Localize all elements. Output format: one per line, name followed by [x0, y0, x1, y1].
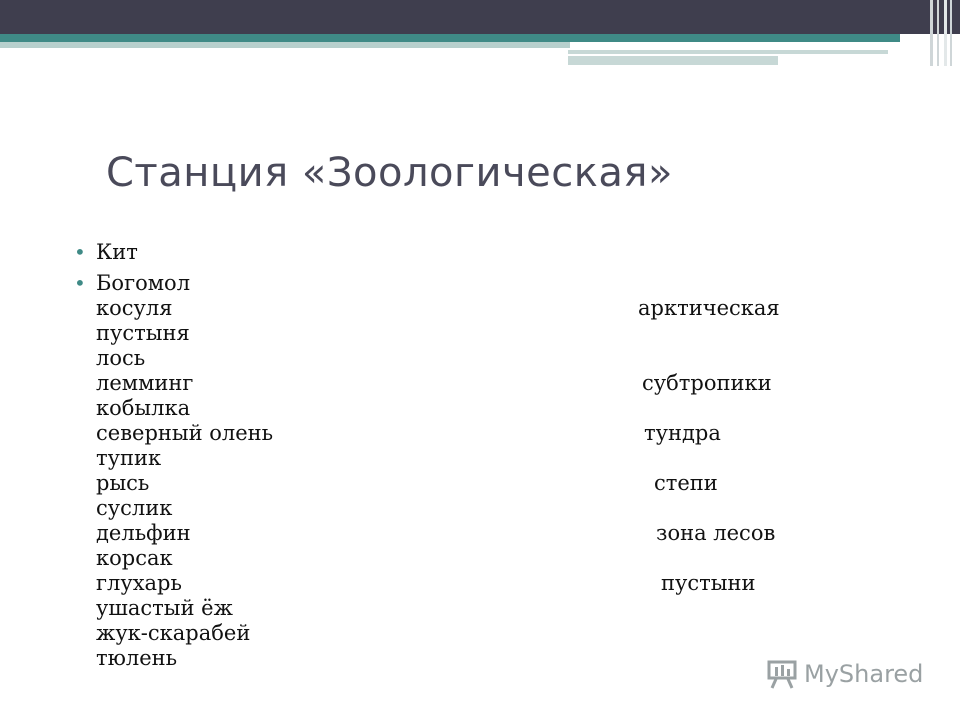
bullet-line [96, 321, 852, 346]
animal-label: суслик [96, 496, 173, 520]
bullet-dot-icon: • [74, 271, 86, 295]
right-stripe-3 [944, 0, 947, 66]
slide-title: Станция «Зоологическая» [106, 150, 673, 196]
bullet-line [96, 596, 852, 621]
slide-content [72, 240, 852, 671]
animal-label: глухарь [96, 571, 182, 595]
bullet-line [96, 621, 852, 646]
animal-label: лемминг [96, 371, 194, 395]
zone-label: арктическая [638, 296, 780, 320]
bullet-line [96, 646, 852, 671]
animal-label: тупик [96, 446, 162, 470]
animal-label: тюлень [96, 646, 178, 670]
zone-label: пустыни [661, 571, 756, 595]
accent-stripe [0, 34, 900, 42]
bullet-line [96, 271, 852, 296]
animal-label: северный олень [96, 421, 274, 445]
light-stripe [0, 42, 570, 48]
light-stripe-4 [568, 56, 778, 65]
right-stripe-1 [930, 0, 933, 66]
animal-label: Кит [96, 240, 138, 264]
watermark [766, 656, 926, 692]
bullet-line [96, 421, 852, 446]
zone-label: субтропики [642, 371, 772, 395]
animal-label: жук-скарабей [96, 621, 251, 645]
animal-label: ушастый ёж [96, 596, 233, 620]
bullet-item [72, 271, 852, 671]
animal-label: кобылка [96, 396, 191, 420]
animal-label: косуля [96, 296, 173, 320]
bullet-line [96, 571, 852, 596]
bullet-dot-icon: • [74, 240, 86, 264]
bullet-line [96, 240, 852, 265]
bullet-lines [96, 271, 852, 671]
bullet-line [96, 296, 852, 321]
bullet-line [96, 371, 852, 396]
bullet-line [96, 546, 852, 571]
light-stripe-3 [568, 50, 888, 54]
animal-label: пустыня [96, 321, 190, 345]
zone-label: степи [654, 471, 718, 495]
bullet-line [96, 346, 852, 371]
bullet-line [96, 496, 852, 521]
animal-label: корсак [96, 546, 173, 570]
bullet-line [96, 471, 852, 496]
zone-label: зона лесов [656, 521, 776, 545]
bullet-line [96, 396, 852, 421]
presentation-board-icon [766, 659, 800, 689]
bullet-line [96, 446, 852, 471]
animal-label: Богомол [96, 271, 191, 295]
right-stripe-4 [950, 0, 952, 66]
animal-label: лось [96, 346, 146, 370]
right-stripe-2 [937, 0, 939, 66]
bullet-line [96, 521, 852, 546]
animal-label: рысь [96, 471, 150, 495]
top-bar [0, 0, 960, 34]
bullet-item [72, 240, 852, 265]
zone-label: тундра [644, 421, 721, 445]
animal-label: дельфин [96, 521, 191, 545]
watermark-text: MyShared [804, 660, 924, 688]
